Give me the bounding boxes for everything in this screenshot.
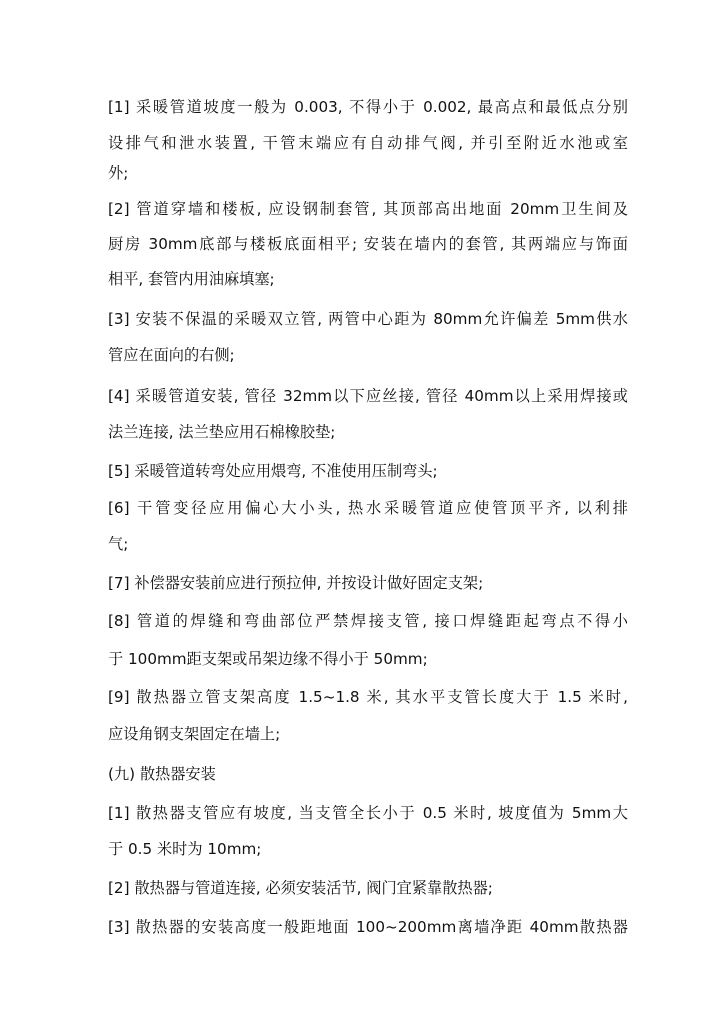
text-line: [4] 采暖管道安装, 管径 32mm以下应丝接, 管径 40mm以上采用焊接或 [108,387,628,405]
text-line: [7] 补偿器安装前应进行预拉伸, 并按设计做好固定支架; [108,574,484,592]
text-line: 相平, 套管内用油麻填塞; [108,270,275,288]
text-line: 法兰连接, 法兰垫应用石棉橡胶垫; [108,423,336,441]
text-line: [5] 采暖管道转弯处应用煨弯, 不准使用压制弯头; [108,462,438,480]
text-line: [2] 管道穿墙和楼板, 应设钢制套管, 其顶部高出地面 20mm卫生间及 [108,200,628,218]
text-line: [1] 采暖管道坡度一般为 0.003, 不得小于 0.002, 最高点和最低点分别 [108,98,628,116]
text-line: [3] 散热器的安装高度一般距地面 100~200mm离墙净距 40mm散热器 [108,918,628,936]
text-line: 厨房 30mm底部与楼板底面相平; 安装在墙内的套管, 其两端应与饰面 [108,235,628,253]
text-line: [1] 散热器支管应有坡度, 当支管全长小于 0.5 米时, 坡度值为 5mm大 [108,804,628,822]
text-line: [2] 散热器与管道连接, 必须安装活节, 阀门宜紧靠散热器; [108,879,493,897]
section-heading: (九) 散热器安装 [108,765,216,783]
text-line: 管应在面向的右侧; [108,346,235,364]
text-line: [6] 干管变径应用偏心大小头, 热水采暖管道应使管顶平齐, 以利排 [108,499,628,517]
text-line: 于 100mm距支架或吊架边缘不得小于 50mm; [108,650,428,668]
text-line: 设排气和泄水装置, 干管末端应有自动排气阀, 并引至附近水池或室 [108,134,628,152]
text-line: 应设角钢支架固定在墙上; [108,725,281,743]
text-line: [9] 散热器立管支架高度 1.5~1.8 米, 其水平支管长度大于 1.5 米时, [108,688,628,706]
text-line: [8] 管道的焊缝和弯曲部位严禁焊接支管, 接口焊缝距起弯点不得小 [108,612,628,630]
text-line: 外; [108,164,129,182]
text-line: [3] 安装不保温的采暖双立管, 两管中心距为 80mm允许偏差 5mm供水 [108,310,628,328]
text-line: 于 0.5 米时为 10mm; [108,840,262,858]
text-line: 气; [108,535,129,553]
